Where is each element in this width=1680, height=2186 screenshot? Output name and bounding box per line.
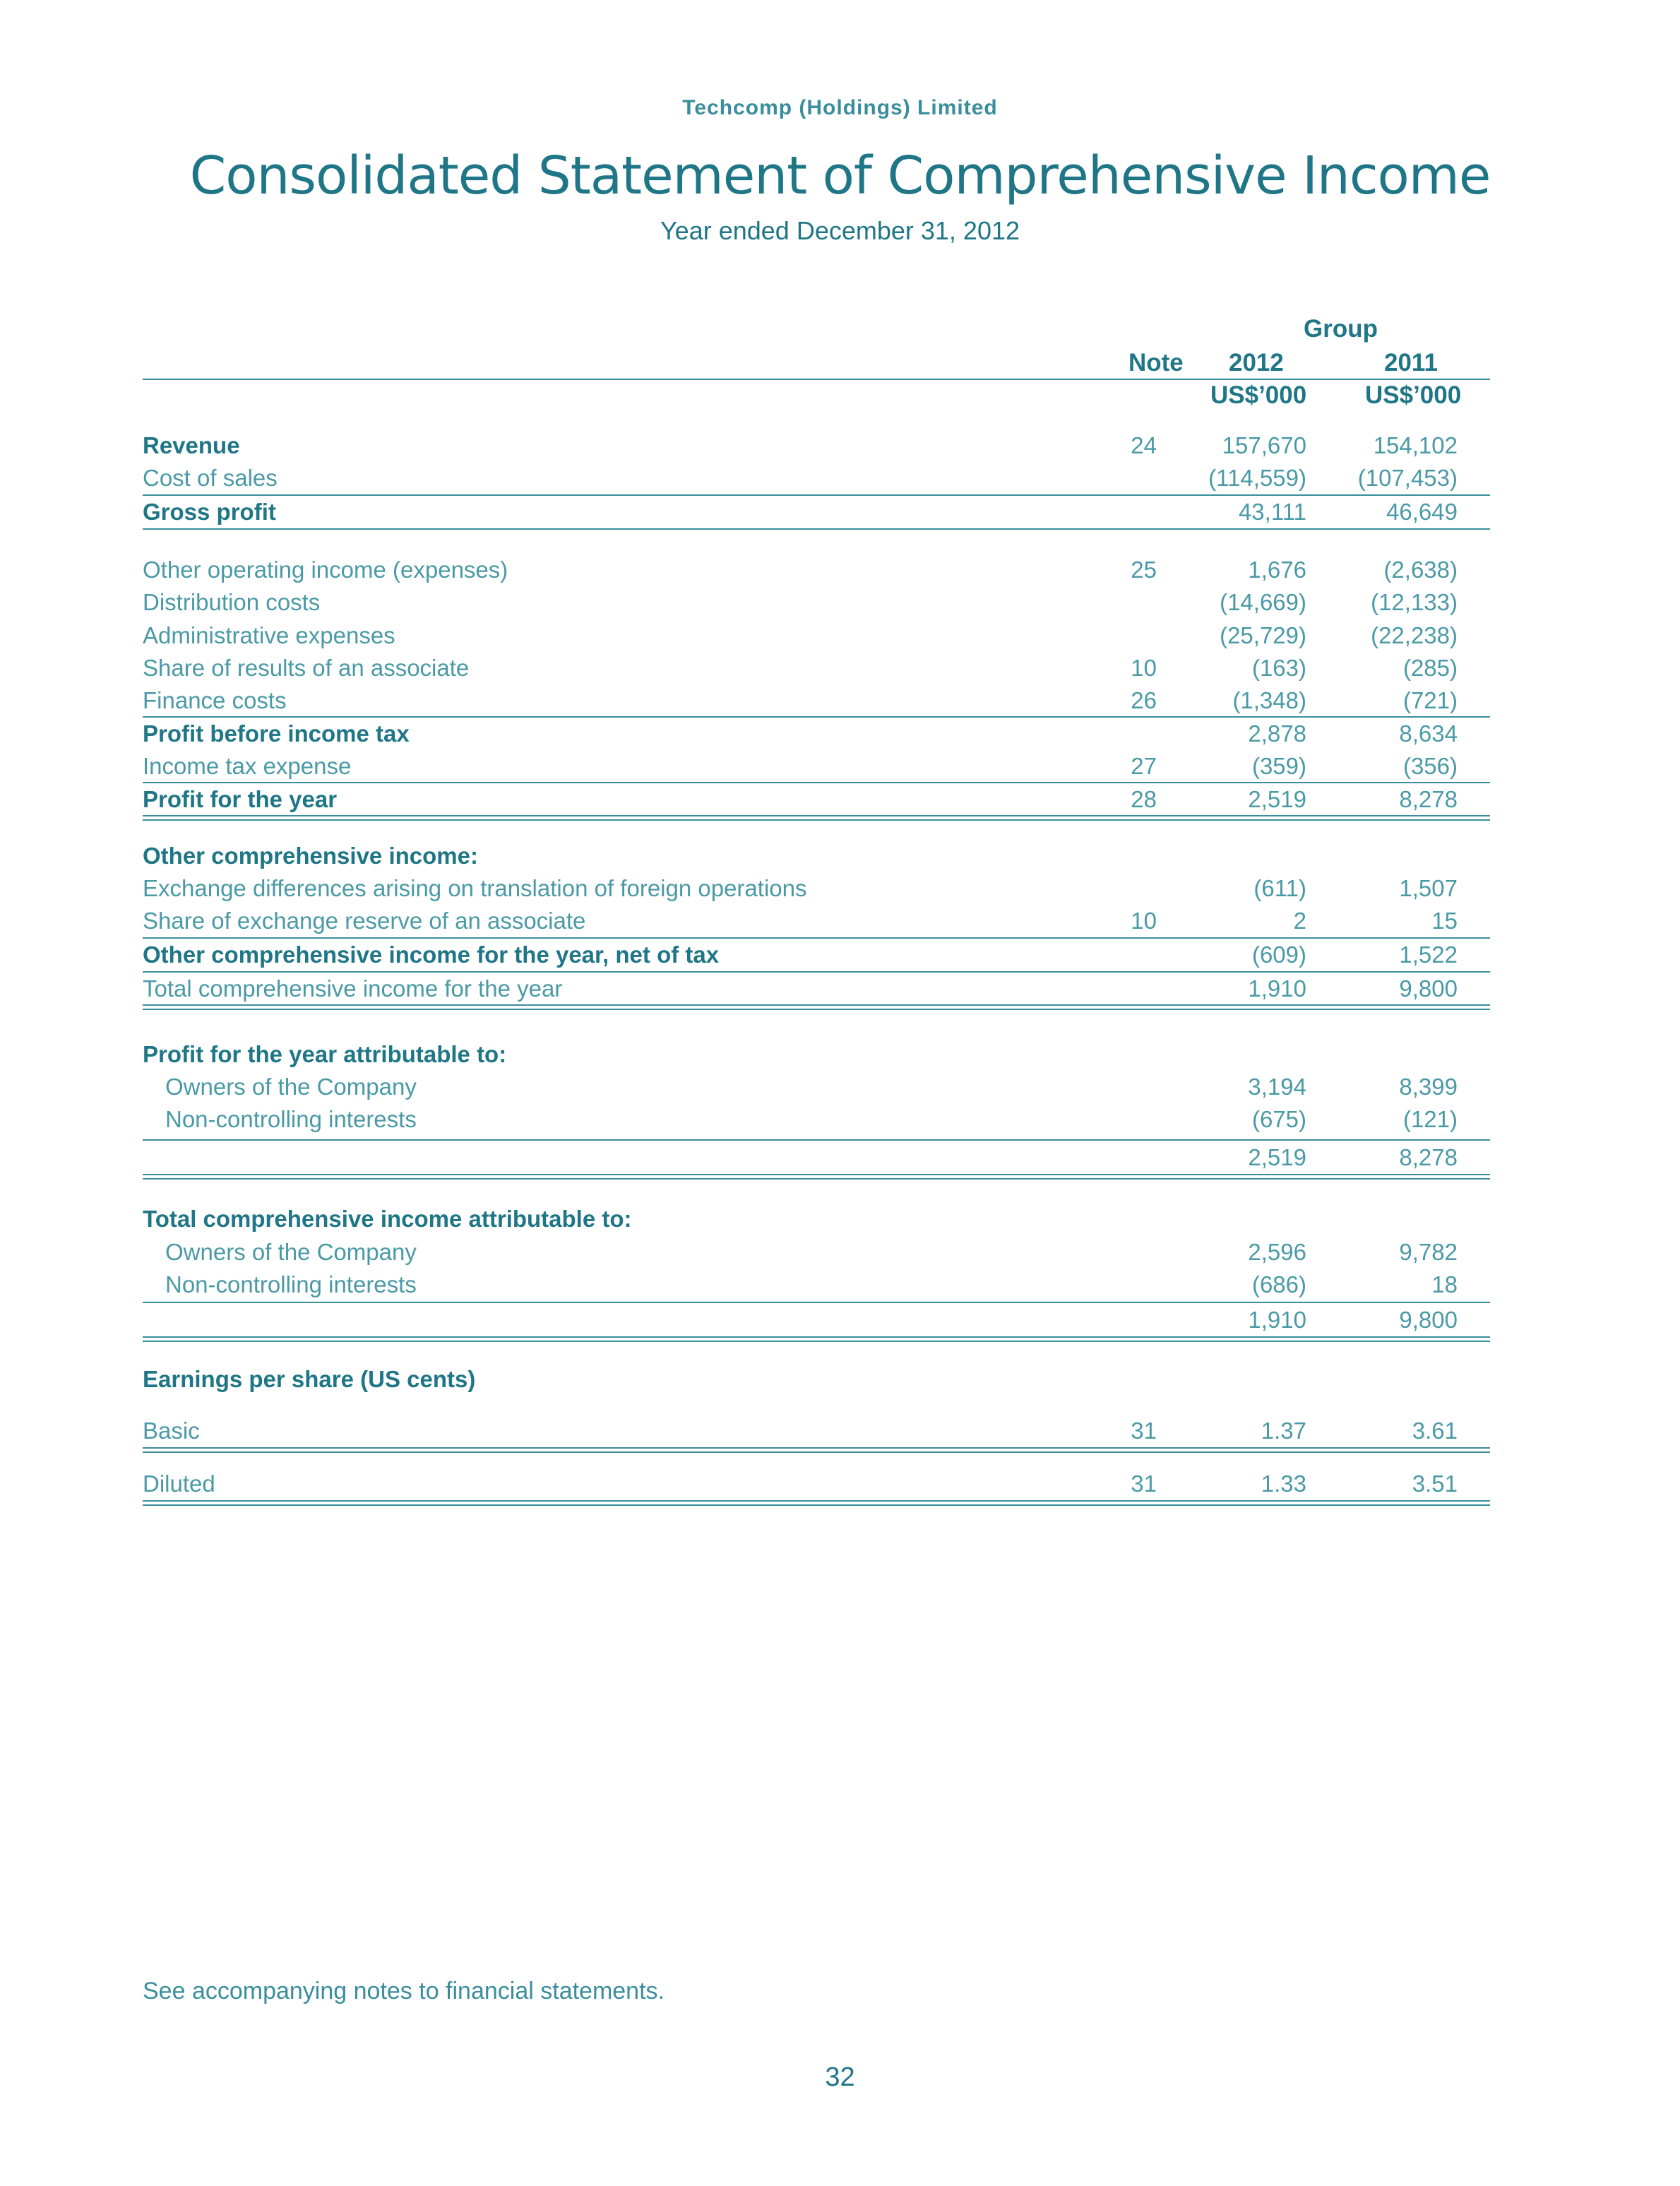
row-value-2011: 1,507 xyxy=(1399,875,1458,901)
row-note: 27 xyxy=(1131,753,1157,779)
row-note: 24 xyxy=(1131,432,1157,458)
row-label: Non-controlling interests xyxy=(165,1271,417,1297)
row-value-2012: (611) xyxy=(1253,875,1306,901)
row-value-2011: 154,102 xyxy=(1373,432,1458,458)
unit-2012-header: US$’000 xyxy=(1210,381,1307,409)
row-label: Owners of the Company xyxy=(165,1074,417,1100)
table-row xyxy=(0,1304,1680,1336)
table-row xyxy=(0,1071,1680,1103)
row-value-2012: 2,519 xyxy=(1248,1144,1306,1170)
row-value-2012: (25,729) xyxy=(1220,622,1306,648)
table-row xyxy=(0,652,1680,684)
year-2012-header: 2012 xyxy=(1229,349,1284,376)
row-label: Cost of sales xyxy=(143,465,278,491)
row-note: 10 xyxy=(1131,908,1157,934)
table-row xyxy=(0,619,1680,652)
double-rule xyxy=(143,1447,1490,1453)
double-rule xyxy=(143,1500,1490,1506)
row-value-2012: 43,111 xyxy=(1238,499,1306,525)
double-rule xyxy=(143,1004,1490,1010)
table-row xyxy=(0,1236,1680,1269)
double-rule xyxy=(143,1336,1490,1342)
row-note: 28 xyxy=(1131,786,1157,812)
table-row xyxy=(0,905,1680,937)
row-label: Administrative expenses xyxy=(143,622,395,648)
row-value-2012: (1,348) xyxy=(1232,687,1306,713)
row-value-2012: (163) xyxy=(1251,655,1306,681)
row-value-2012: 2 xyxy=(1293,908,1306,934)
table-row xyxy=(0,750,1680,783)
double-rule xyxy=(143,815,1490,821)
row-label: Profit before income tax xyxy=(143,720,410,747)
page-subtitle: Year ended December 31, 2012 xyxy=(660,216,1020,245)
row-label: Revenue xyxy=(143,432,240,458)
row-label: Total comprehensive income for the year xyxy=(143,975,563,1002)
section-heading: Other comprehensive income: xyxy=(143,843,478,869)
row-value-2011: (285) xyxy=(1402,655,1458,681)
row-note: 31 xyxy=(1131,1471,1157,1497)
row-label: Finance costs xyxy=(143,687,287,713)
row-value-2011: (2,638) xyxy=(1383,557,1458,583)
company-name: Techcomp (Holdings) Limited xyxy=(682,96,998,119)
table-row xyxy=(0,973,1680,1005)
row-value-2011: 9,800 xyxy=(1399,1307,1458,1333)
row-value-2012: (14,669) xyxy=(1220,589,1306,615)
row-label: Distribution costs xyxy=(143,589,321,615)
row-value-2012: 2,596 xyxy=(1248,1239,1306,1265)
row-label: Exchange differences arising on translation of foreign operations xyxy=(143,875,807,901)
row-value-2011: 1,522 xyxy=(1399,941,1458,968)
row-label: Income tax expense xyxy=(143,753,352,779)
row-value-2011: 8,278 xyxy=(1399,786,1458,812)
row-value-2012: 2,519 xyxy=(1248,786,1306,812)
row-value-2012: (114,559) xyxy=(1208,465,1306,491)
table-row xyxy=(0,840,1680,872)
row-label: Owners of the Company xyxy=(165,1239,417,1265)
row-label: Share of results of an associate xyxy=(143,655,470,681)
row-value-2012: 3,194 xyxy=(1248,1074,1306,1100)
table-row xyxy=(0,1363,1680,1396)
row-value-2012: 1,910 xyxy=(1248,1307,1306,1333)
row-value-2012: (359) xyxy=(1251,753,1306,779)
table-row xyxy=(0,462,1680,494)
row-value-2011: 18 xyxy=(1431,1271,1458,1297)
section-heading: Profit for the year attributable to: xyxy=(143,1041,507,1067)
row-label: Gross profit xyxy=(143,499,276,525)
row-label: Non-controlling interests xyxy=(165,1106,417,1132)
row-value-2011: 9,800 xyxy=(1399,975,1458,1002)
table-row xyxy=(0,1038,1680,1071)
row-value-2012: 1,910 xyxy=(1248,975,1306,1002)
table-row xyxy=(0,586,1680,619)
row-value-2011: 9,782 xyxy=(1399,1239,1458,1265)
row-value-2011: (12,133) xyxy=(1371,589,1458,615)
row-value-2011: (721) xyxy=(1402,687,1458,713)
row-note: 26 xyxy=(1131,687,1157,713)
table-row xyxy=(0,1141,1680,1174)
table-row xyxy=(0,872,1680,905)
row-value-2011: 3.51 xyxy=(1412,1471,1458,1497)
page-title: Consolidated Statement of Comprehensive Income xyxy=(189,145,1491,206)
table-row xyxy=(0,554,1680,586)
row-label: Basic xyxy=(143,1418,200,1444)
group-header: Group xyxy=(1304,315,1378,343)
row-rule xyxy=(143,528,1490,530)
row-value-2011: (22,238) xyxy=(1371,622,1458,648)
year-2011-header: 2011 xyxy=(1384,349,1438,376)
row-value-2011: 46,649 xyxy=(1386,499,1458,525)
row-value-2011: 8,278 xyxy=(1399,1144,1458,1170)
row-value-2011: 3.61 xyxy=(1412,1418,1458,1444)
table-row xyxy=(0,1103,1680,1136)
section-heading: Total comprehensive income attributable to: xyxy=(143,1206,632,1232)
row-value-2011: 8,399 xyxy=(1399,1074,1458,1100)
unit-2011-header: US$’000 xyxy=(1365,381,1462,409)
table-row xyxy=(0,1203,1680,1235)
table-row xyxy=(0,939,1680,971)
row-rule xyxy=(143,1139,1490,1141)
row-value-2011: (356) xyxy=(1402,753,1458,779)
row-value-2011: 15 xyxy=(1431,908,1458,934)
table-row xyxy=(0,1269,1680,1301)
row-value-2012: (686) xyxy=(1251,1271,1306,1297)
row-label: Share of exchange reserve of an associate xyxy=(143,908,586,934)
row-value-2012: 1.33 xyxy=(1261,1471,1306,1497)
table-row xyxy=(0,1415,1680,1447)
table-row xyxy=(0,718,1680,750)
note-header: Note xyxy=(1128,349,1184,376)
row-label: Other operating income (expenses) xyxy=(143,557,508,583)
row-value-2011: 8,634 xyxy=(1399,720,1458,747)
row-value-2012: 1,676 xyxy=(1248,557,1306,583)
row-label: Diluted xyxy=(143,1471,215,1497)
row-value-2012: 157,670 xyxy=(1222,432,1306,458)
table-row xyxy=(0,1468,1680,1500)
table-row xyxy=(0,429,1680,462)
row-value-2012: (675) xyxy=(1251,1106,1306,1132)
page-number: 32 xyxy=(825,2062,855,2092)
row-rule xyxy=(143,1302,1490,1303)
row-note: 25 xyxy=(1131,557,1157,583)
double-rule xyxy=(143,1174,1490,1180)
footer-note: See accompanying notes to financial statements. xyxy=(143,1978,665,2004)
table-row xyxy=(0,496,1680,528)
section-heading: Earnings per share (US cents) xyxy=(143,1366,476,1392)
row-value-2011: (121) xyxy=(1402,1106,1458,1132)
row-label: Profit for the year xyxy=(143,786,338,812)
row-value-2012: 2,878 xyxy=(1248,720,1306,747)
row-note: 10 xyxy=(1131,655,1157,681)
row-value-2012: (609) xyxy=(1251,941,1306,968)
row-value-2011: (107,453) xyxy=(1357,465,1458,491)
row-value-2012: 1.37 xyxy=(1261,1418,1306,1444)
row-label: Other comprehensive income for the year, net of tax xyxy=(143,941,720,968)
header-rule xyxy=(143,379,1490,380)
row-note: 31 xyxy=(1131,1418,1157,1444)
table-row xyxy=(0,783,1680,816)
table-row xyxy=(0,684,1680,717)
